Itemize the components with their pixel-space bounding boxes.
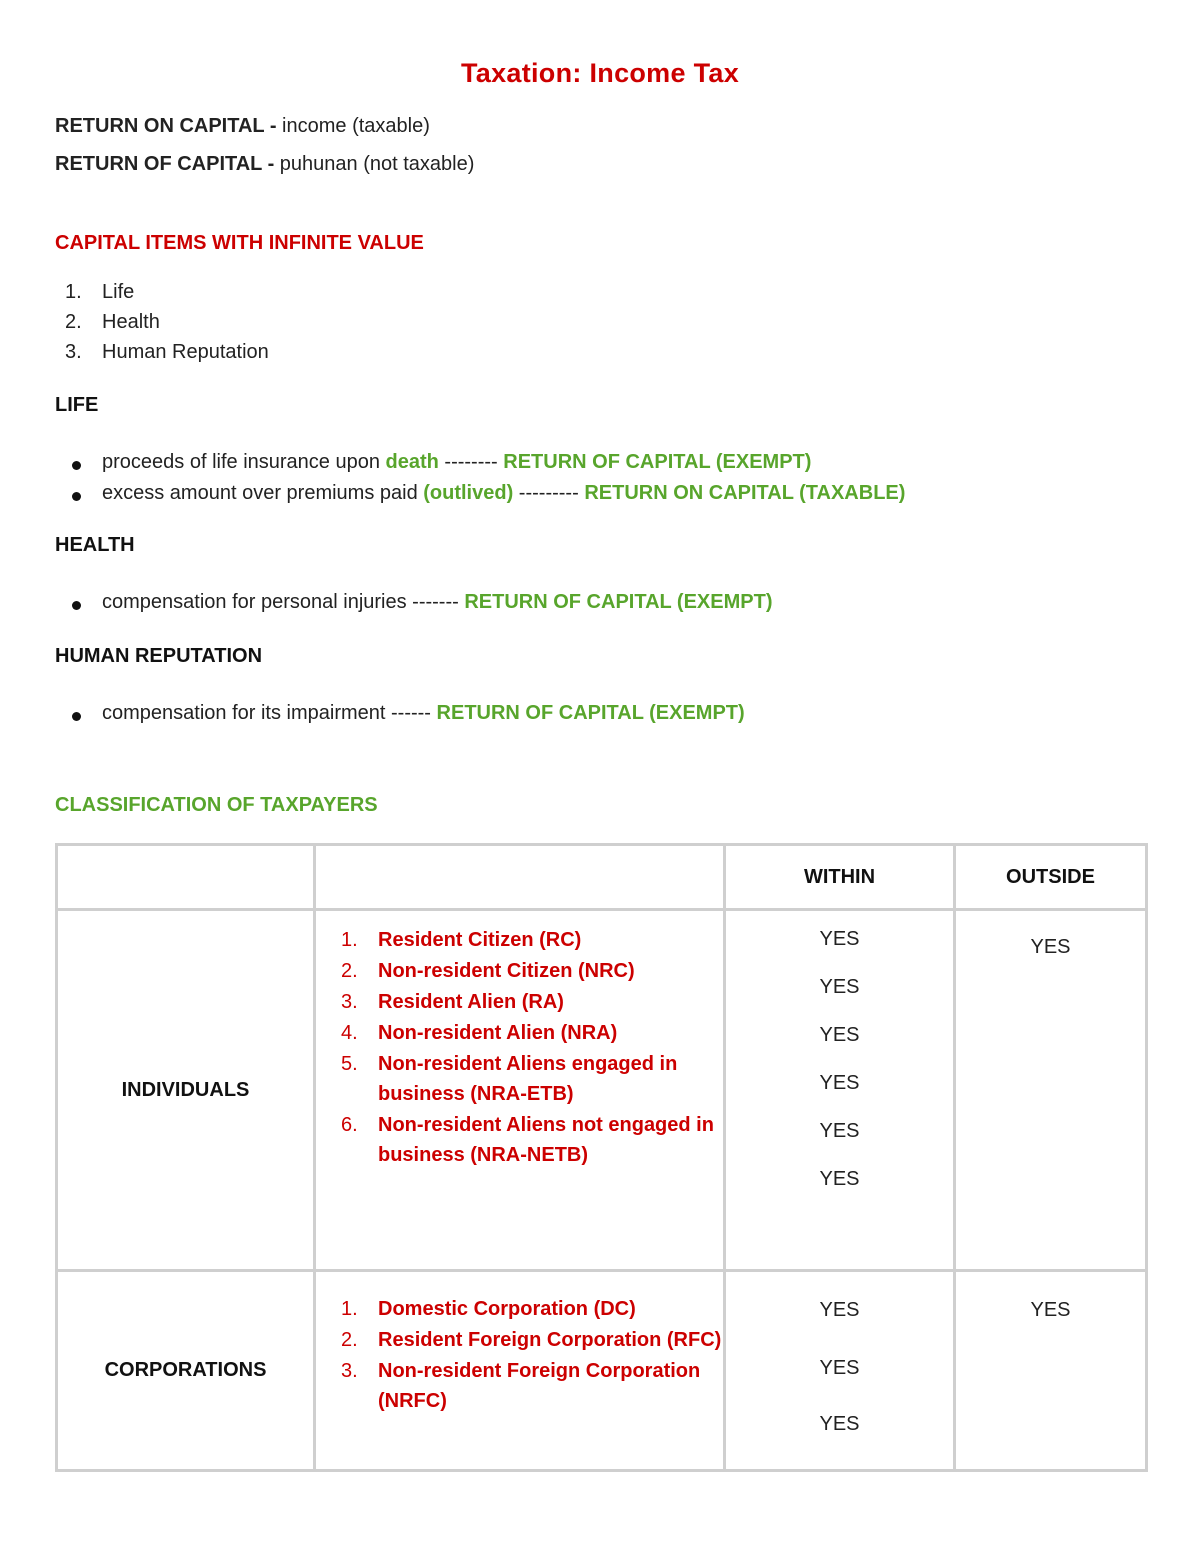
list-item (341, 1294, 723, 1324)
corporations-within-cell (725, 1271, 955, 1471)
definition-term: RETURN ON CAPITAL - (55, 115, 277, 137)
list-item (341, 1325, 723, 1355)
health-heading: HEALTH (55, 534, 135, 556)
list-label: Resident Foreign Corporation (RFC) (378, 1329, 722, 1351)
definition-return-on-capital (55, 115, 430, 138)
list-item (65, 337, 269, 367)
list-number: 1. (65, 281, 82, 303)
capital-items-heading: CAPITAL ITEMS WITH INFINITE VALUE (55, 232, 424, 254)
individual-types-list (316, 911, 723, 1170)
bullet-result: RETURN ON CAPITAL (TAXABLE) (584, 482, 906, 504)
bullet-keyword: death (385, 451, 439, 473)
list-label: Non-resident Citizen (NRC) (378, 960, 635, 982)
list-number: 3. (65, 341, 82, 363)
bullet-icon (72, 712, 81, 721)
definition-meaning: income (taxable) (276, 115, 430, 137)
document-title: Taxation: Income Tax (460, 58, 740, 88)
list-number: 2. (341, 960, 358, 982)
list-number: 4. (341, 1022, 358, 1044)
header-within: WITHIN (725, 845, 955, 910)
list-item (341, 1018, 723, 1048)
bullet-dash: --------- (513, 482, 585, 504)
bullet-result: RETURN OF CAPITAL (EXEMPT) (436, 702, 745, 724)
yes-value: YES (819, 1024, 860, 1046)
bullet-result: RETURN OF CAPITAL (EXEMPT) (464, 591, 773, 613)
header-category (57, 845, 315, 910)
list-item (341, 1356, 723, 1416)
bullet-text: excess amount over premiums paid (102, 482, 424, 504)
list-number: 3. (341, 1360, 358, 1382)
corporation-types-list (316, 1272, 723, 1416)
list-item (341, 925, 723, 955)
yes-value: YES (819, 976, 860, 998)
bullet-text: compensation for its impairment ------ (102, 702, 437, 724)
definition-return-of-capital (55, 153, 474, 176)
category-corporations: CORPORATIONS (57, 1271, 315, 1471)
corporation-types-cell (315, 1271, 725, 1471)
list-number: 1. (341, 1298, 358, 1320)
list-item (341, 1049, 723, 1109)
taxpayer-classification-table (55, 843, 1148, 1472)
list-label: Human Reputation (102, 341, 269, 363)
list-number: 2. (341, 1329, 358, 1351)
list-label: Resident Alien (RA) (378, 991, 564, 1013)
yes-value: YES (1030, 936, 1071, 958)
yes-value: YES (819, 1168, 860, 1190)
bullet-icon (72, 492, 81, 501)
yes-value: YES (819, 1072, 860, 1094)
bullet-result: RETURN OF CAPITAL (EXEMPT) (503, 451, 812, 473)
bullet-dash: -------- (438, 451, 504, 473)
bullet-text: compensation for personal injuries ------- (102, 591, 465, 613)
yes-value: YES (819, 1299, 860, 1321)
yes-value: YES (1030, 1299, 1071, 1321)
corporations-outside-cell (955, 1271, 1147, 1471)
header-outside: OUTSIDE (955, 845, 1147, 910)
individuals-within-cell (725, 910, 955, 1271)
list-item (65, 277, 269, 307)
list-number: 1. (341, 929, 358, 951)
list-number: 2. (65, 311, 82, 333)
list-label: Health (102, 311, 160, 333)
list-label: Non-resident Foreign Corporation (NRFC) (378, 1360, 701, 1412)
list-label: Non-resident Aliens engaged in business (NRA-ETB) (378, 1053, 678, 1105)
list-label: Non-resident Aliens not engaged in business (NRA-NETB) (378, 1114, 714, 1166)
life-heading: LIFE (55, 394, 99, 416)
yes-value: YES (819, 928, 860, 950)
bullet-icon (72, 461, 81, 470)
reputation-heading: HUMAN REPUTATION (55, 645, 263, 667)
classification-heading: CLASSIFICATION OF TAXPAYERS (55, 794, 378, 816)
table-header-row (57, 845, 1147, 910)
list-item (341, 1110, 723, 1170)
category-individuals: INDIVIDUALS (57, 910, 315, 1271)
list-label: Domestic Corporation (DC) (378, 1298, 636, 1320)
bullet-icon (72, 601, 81, 610)
capital-items-list (65, 277, 269, 367)
list-item (341, 987, 723, 1017)
individual-types-cell (315, 910, 725, 1271)
yes-value: YES (819, 1413, 860, 1435)
definition-meaning: puhunan (not taxable) (274, 153, 475, 175)
list-number: 6. (341, 1114, 358, 1136)
definition-term: RETURN OF CAPITAL - (55, 153, 275, 175)
list-label: Non-resident Alien (NRA) (378, 1022, 618, 1044)
table-row-individuals (57, 910, 1147, 1271)
list-number: 3. (341, 991, 358, 1013)
bullet-keyword: (outlived) (423, 482, 514, 504)
individuals-outside-cell (955, 910, 1147, 1271)
table-row-corporations (57, 1271, 1147, 1471)
list-item (341, 956, 723, 986)
yes-value: YES (819, 1357, 860, 1379)
list-label: Life (102, 281, 135, 303)
list-number: 5. (341, 1053, 358, 1075)
list-label: Resident Citizen (RC) (378, 929, 582, 951)
header-types (315, 845, 725, 910)
list-item (65, 307, 269, 337)
yes-value: YES (819, 1120, 860, 1142)
bullet-text: proceeds of life insurance upon (102, 451, 386, 473)
